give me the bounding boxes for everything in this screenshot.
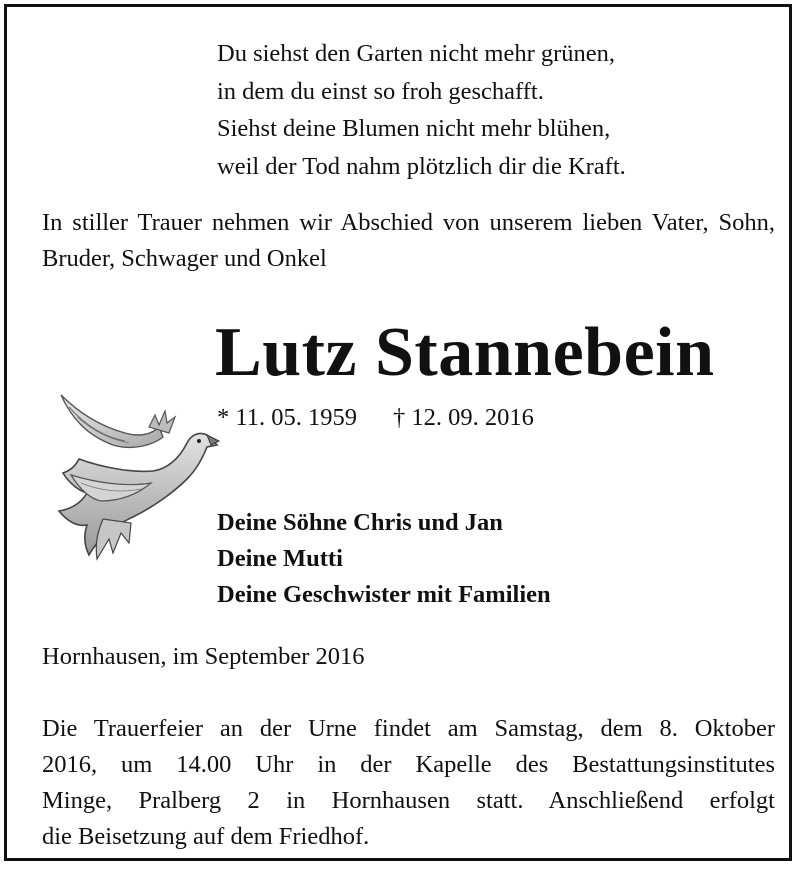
deceased-name: Lutz Stannebein: [215, 314, 715, 391]
birth-date: * 11. 05. 1959: [217, 404, 357, 431]
notice-line: Die Trauerfeier an der Urne findet am Samstag, dem 8. Oktober: [42, 715, 775, 742]
notice-line: 2016, um 14.00 Uhr in der Kapelle des Bestattungsinstitutes: [42, 751, 775, 778]
mourner-line: Deine Mutti: [217, 545, 343, 572]
notice-line: Minge, Pralberg 2 in Hornhausen statt. Anschließend erfolgt: [42, 787, 775, 814]
intro-text: In stiller Trauer nehmen wir Abschied von unserem lieben Vater, Sohn, Bruder, Schwager und Onkel: [42, 209, 775, 272]
mourner-line: Deine Söhne Chris und Jan: [217, 509, 503, 536]
death-date: † 12. 09. 2016: [392, 404, 534, 431]
obituary-frame: [4, 4, 792, 861]
place-date: Hornhausen, im September 2016: [42, 643, 365, 670]
life-dates: [217, 400, 534, 436]
poem-line: Siehst deine Blumen nicht mehr blühen,: [217, 115, 611, 142]
poem-line: Du siehst den Garten nicht mehr grünen,: [217, 40, 616, 67]
mourners-list: [217, 505, 551, 613]
poem: [217, 35, 626, 185]
poem-line: weil der Tod nahm plötzlich dir die Kraft.: [217, 152, 626, 180]
poem-line: in dem du einst so froh geschafft.: [217, 77, 544, 105]
notice-line: die Beisetzung auf dem Friedhof.: [42, 823, 370, 850]
funeral-notice: [42, 711, 775, 855]
dove-icon: [41, 387, 221, 577]
mourner-line: Deine Geschwister mit Familien: [217, 581, 551, 608]
